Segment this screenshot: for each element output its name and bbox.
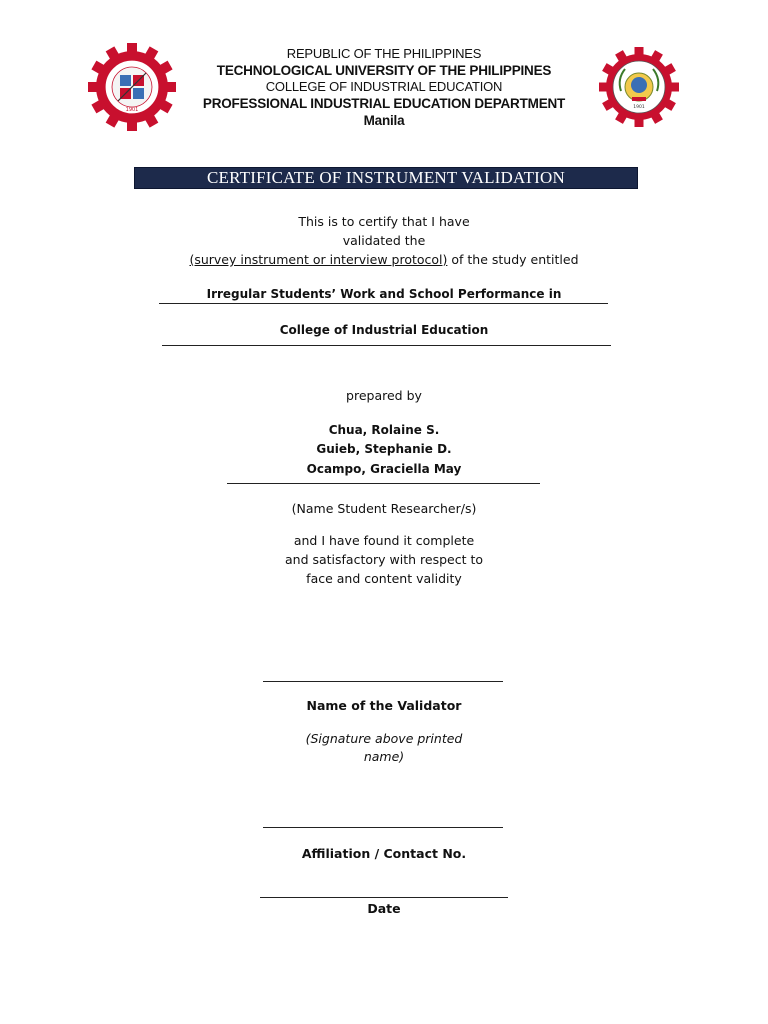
validator-signature-line — [263, 681, 503, 682]
study-title-line-1: Irregular Students’ Work and School Performance in — [206, 287, 562, 301]
certify-line-3-rest: of the study entitled — [447, 252, 579, 267]
affiliation-label: Affiliation / Contact No. — [301, 846, 467, 861]
researcher-name: Ocampo, Graciella May — [306, 462, 462, 476]
affiliation-line — [263, 827, 503, 828]
certificate-title: CERTIFICATE OF INSTRUMENT VALIDATION — [207, 168, 565, 187]
study-title-rule-1 — [159, 303, 608, 304]
validator-name-label: Name of the Validator — [306, 698, 462, 713]
header-department: PROFESSIONAL INDUSTRIAL EDUCATION DEPARTMENT — [202, 96, 566, 111]
study-title-line-2: College of Industrial Education — [279, 323, 489, 337]
validator-note-line-1: (Signature above printed — [305, 731, 463, 746]
date-label: Date — [367, 901, 401, 916]
svg-text:1901: 1901 — [125, 107, 139, 113]
prepared-by-label: prepared by — [346, 388, 422, 403]
researchers-caption: (Name Student Researcher/s) — [291, 501, 477, 516]
researcher-name: Guieb, Stephanie D. — [316, 442, 452, 456]
study-title-rule-2 — [162, 345, 611, 346]
finding-line-3: face and content validity — [306, 571, 462, 586]
header-republic: REPUBLIC OF THE PHILIPPINES — [286, 46, 482, 61]
certify-line-3 — [0, 250, 768, 269]
svg-text:1901: 1901 — [633, 105, 645, 110]
certify-line-2: validated the — [342, 233, 426, 248]
date-line — [260, 897, 508, 898]
certify-line-1: This is to certify that I have — [298, 214, 470, 229]
header-university: TECHNOLOGICAL UNIVERSITY OF THE PHILIPPINES — [216, 63, 552, 78]
finding-line-2: and satisfactory with respect to — [284, 552, 484, 567]
header-college: COLLEGE OF INDUSTRIAL EDUCATION — [265, 79, 503, 94]
header-city: Manila — [363, 113, 405, 128]
researcher-name: Chua, Rolaine S. — [328, 423, 440, 437]
validator-note-line-2: name) — [363, 749, 405, 764]
certificate-title-banner — [134, 167, 638, 189]
researchers-rule — [227, 483, 540, 484]
instrument-type: (survey instrument or interview protocol) — [189, 252, 448, 267]
finding-line-1: and I have found it complete — [293, 533, 475, 548]
